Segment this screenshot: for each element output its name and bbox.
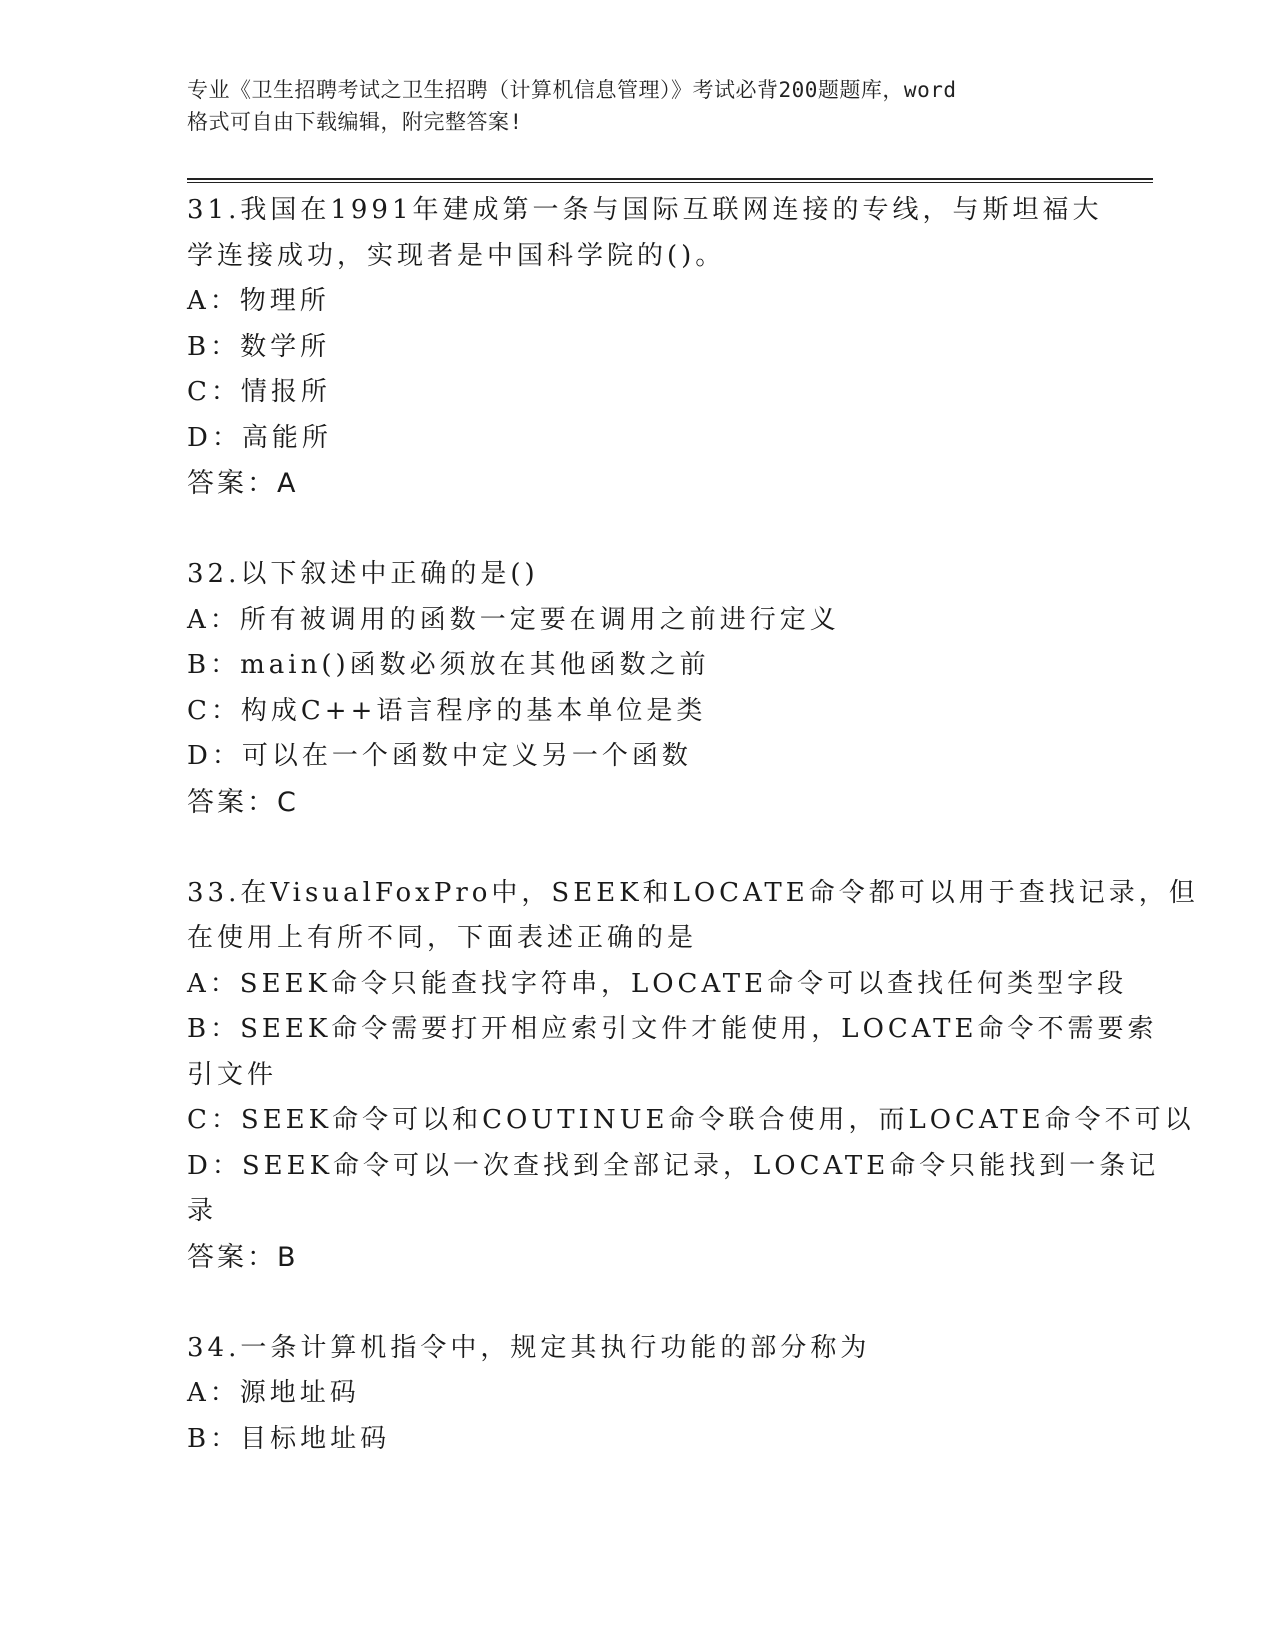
question-gap bbox=[187, 507, 1087, 553]
option-b: B：SEEK命令需要打开相应索引文件才能使用，LOCATE命令不需要索 bbox=[187, 1014, 1158, 1044]
header-line-1: 专业《卫生招聘考试之卫生招聘（计算机信息管理）》考试必背200题题库，word bbox=[187, 78, 957, 102]
question-stem-line: 在使用上有所不同，下面表述正确的是 bbox=[187, 923, 698, 953]
question-stem-line: 34.一条计算机指令中，规定其执行功能的部分称为 bbox=[187, 1332, 871, 1363]
option-d: D：高能所 bbox=[187, 422, 332, 453]
option-c: C：SEEK命令可以和COUTINUE命令联合使用，而LOCATE命令不可以 bbox=[187, 1105, 1195, 1135]
option-b: B：数学所 bbox=[187, 331, 331, 362]
option-b-continued: 引文件 bbox=[187, 1059, 278, 1090]
header-line-2: 格式可自由下载编辑，附完整答案! bbox=[187, 110, 523, 134]
answer-line: 答案：A bbox=[187, 468, 299, 499]
question-stem-line: 31.我国在1991年建成第一条与国际互联网连接的专线，与斯坦福大 bbox=[187, 195, 1103, 225]
option-b: B：目标地址码 bbox=[187, 1423, 391, 1454]
question-stem-line: 32.以下叙述中正确的是() bbox=[187, 559, 539, 589]
option-c: C：情报所 bbox=[187, 377, 331, 407]
header-rule-thin bbox=[187, 182, 1153, 183]
question-32 bbox=[187, 552, 1087, 825]
question-33 bbox=[187, 871, 1199, 1281]
question-stem-line: 学连接成功，实现者是中国科学院的()。 bbox=[187, 240, 726, 271]
answer-line: 答案：B bbox=[187, 1241, 299, 1273]
option-a: A：所有被调用的函数一定要在调用之前进行定义 bbox=[187, 604, 840, 635]
option-d: D：SEEK命令可以一次查找到全部记录，LOCATE命令只能找到一条记 bbox=[187, 1150, 1160, 1181]
option-a: A：源地址码 bbox=[187, 1378, 360, 1408]
option-a: A：SEEK命令只能查找字符串，LOCATE命令可以查找任何类型字段 bbox=[187, 968, 1128, 999]
question-stem-line: 33.在VisualFoxPro中，SEEK和LOCATE命令都可以用于查找记录，但 bbox=[187, 877, 1199, 908]
option-a: A：物理所 bbox=[187, 286, 330, 316]
question-list bbox=[187, 188, 1199, 1462]
question-34 bbox=[187, 1326, 1087, 1463]
answer-line: 答案：C bbox=[187, 786, 299, 818]
question-gap bbox=[187, 1280, 1087, 1326]
document-header bbox=[187, 74, 1087, 138]
question-31 bbox=[187, 188, 1103, 507]
option-d: D：可以在一个函数中定义另一个函数 bbox=[187, 741, 692, 771]
option-c: C：构成C++语言程序的基本单位是类 bbox=[187, 695, 707, 726]
option-b: B：main()函数必须放在其他函数之前 bbox=[187, 650, 710, 680]
header-rule-thick bbox=[187, 178, 1153, 180]
question-gap bbox=[187, 825, 1087, 871]
option-d-continued: 录 bbox=[187, 1196, 218, 1226]
